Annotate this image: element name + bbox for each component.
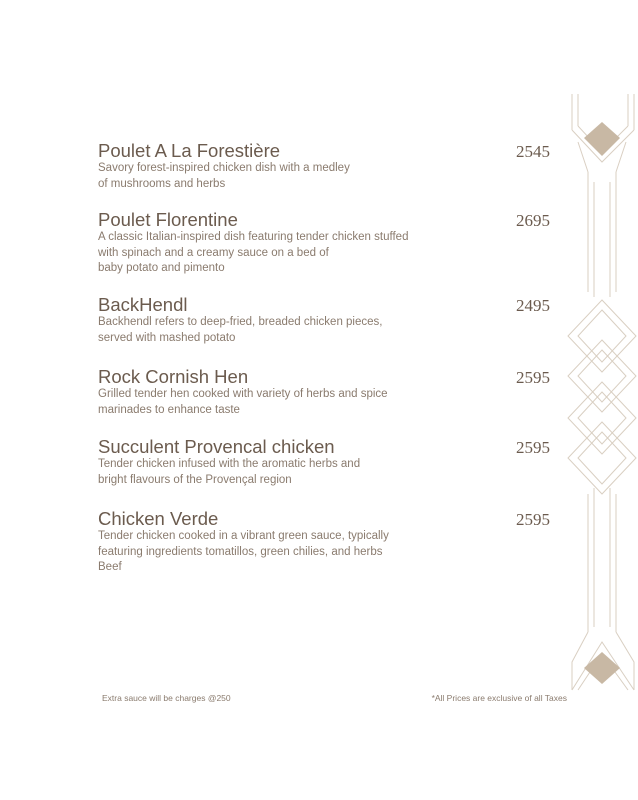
item-name: BackHendl (98, 294, 188, 315)
item-name: Succulent Provencal chicken (98, 436, 335, 457)
item-description (98, 315, 458, 346)
item-description (98, 529, 458, 576)
description-line: bright flavours of the Provençal region (98, 473, 292, 486)
art-deco-border-ornament (562, 92, 638, 692)
item-price: 2595 (516, 510, 550, 529)
description-line: Savory forest-inspired chicken dish with a medley (98, 162, 350, 174)
description-line: baby potato and pimento (98, 262, 225, 274)
extra-sauce-note: Extra sauce will be charges @250 (102, 693, 231, 703)
description-line: Tender chicken cooked in a vibrant green sauce, typically (98, 530, 389, 542)
item-price: 2595 (516, 438, 550, 457)
description-line: with spinach and a creamy sauce on a bed of (98, 246, 329, 259)
description-line: A classic Italian-inspired dish featuring tender chicken stuffed (98, 231, 409, 243)
item-description (98, 387, 458, 418)
item-name: Rock Cornish Hen (98, 366, 249, 387)
item-price: 2545 (516, 142, 550, 161)
item-name: Chicken Verde (98, 508, 219, 529)
description-line: Grilled tender hen cooked with variety of herbs and spice (98, 388, 388, 400)
description-line: featuring ingredients tomatillos, green chilies, and herbs (98, 545, 383, 558)
tax-note: *All Prices are exclusive of all Taxes (431, 693, 567, 703)
item-price: 2495 (516, 296, 550, 315)
item-price: 2695 (516, 211, 550, 230)
item-description (98, 161, 458, 192)
item-name: Poulet A La Forestière (98, 140, 281, 161)
description-line: Beef (98, 561, 122, 573)
item-description (98, 457, 458, 488)
description-line: served with mashed potato (98, 331, 236, 344)
description-line: marinades to enhance taste (98, 403, 240, 416)
item-description (98, 230, 458, 277)
description-line: of mushrooms and herbs (98, 177, 226, 190)
description-line: Backhendl refers to deep-fried, breaded chicken pieces, (98, 316, 383, 328)
item-name: Poulet Florentine (98, 209, 238, 230)
item-price: 2595 (516, 368, 550, 387)
description-line: Tender chicken infused with the aromatic herbs and (98, 458, 361, 470)
